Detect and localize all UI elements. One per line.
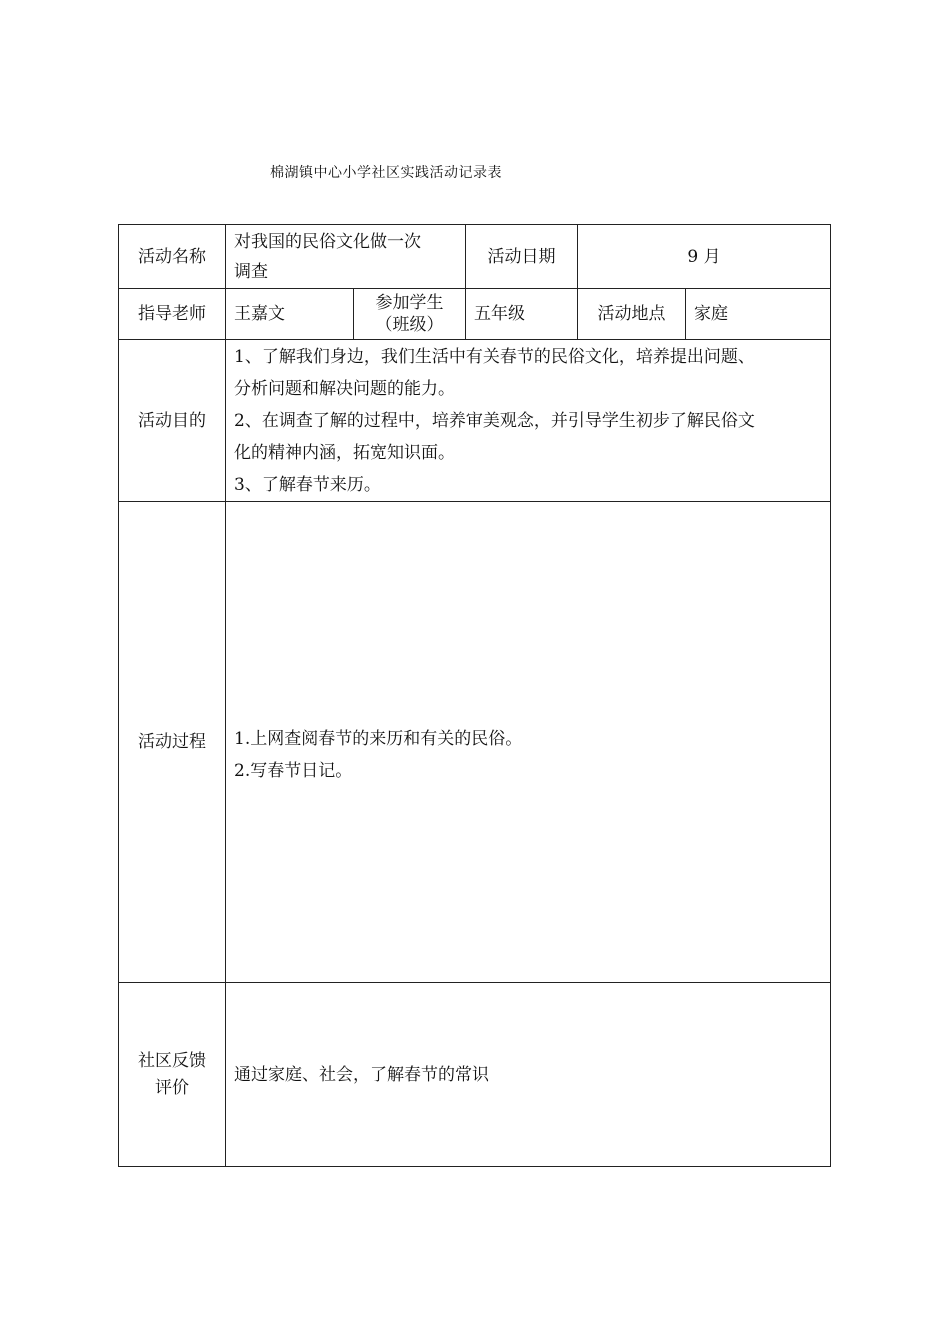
participating-students-line: （班级） (375, 315, 444, 335)
process-line: 2.写春节日记。 (234, 761, 353, 781)
purpose-line: 3、了解春节来历。 (234, 475, 381, 495)
community-feedback-value: 通过家庭、社会，了解春节的常识 (226, 983, 831, 1167)
activity-process-value (226, 502, 831, 983)
activity-date-label: 活动日期 (466, 225, 578, 289)
purpose-line: 化的精神内涵，拓宽知识面。 (234, 443, 455, 463)
purpose-line: 2、在调查了解的过程中，培养审美观念，并引导学生初步了解民俗文 (234, 411, 755, 431)
activity-name-line: 调查 (234, 261, 268, 282)
community-feedback-line: 评价 (155, 1077, 189, 1098)
participating-students-label (354, 289, 466, 340)
activity-location-label: 活动地点 (578, 289, 686, 340)
activity-process-label: 活动过程 (119, 502, 226, 983)
row-purpose (119, 340, 831, 502)
teacher-label: 指导老师 (119, 289, 226, 340)
grade-value: 五年级 (466, 289, 578, 340)
activity-date-value: 9 月 (578, 225, 831, 289)
row-teacher-students (119, 289, 831, 340)
community-feedback-line: 社区反馈 (138, 1050, 206, 1071)
purpose-line: 1、了解我们身边，我们生活中有关春节的民俗文化，培养提出问题、 (234, 347, 755, 367)
row-feedback (119, 983, 831, 1167)
activity-purpose-value (226, 340, 831, 502)
activity-name-value (226, 225, 466, 289)
activity-purpose-label: 活动目的 (119, 340, 226, 502)
community-feedback-label (119, 983, 226, 1167)
activity-name-label: 活动名称 (119, 225, 226, 289)
teacher-value: 王嘉文 (226, 289, 354, 340)
purpose-line: 分析问题和解决问题的能力。 (234, 379, 455, 399)
participating-students-line: 参加学生 (375, 293, 444, 313)
process-line: 1.上网查阅春节的来历和有关的民俗。 (234, 729, 523, 749)
row-process (119, 502, 831, 983)
activity-location-value: 家庭 (686, 289, 831, 340)
activity-name-line: 对我国的民俗文化做一次 (234, 231, 421, 252)
document-title: 棉湖镇中心小学社区实践活动记录表 (270, 165, 502, 181)
row-activity-name (119, 225, 831, 289)
activity-record-table (118, 224, 831, 1167)
